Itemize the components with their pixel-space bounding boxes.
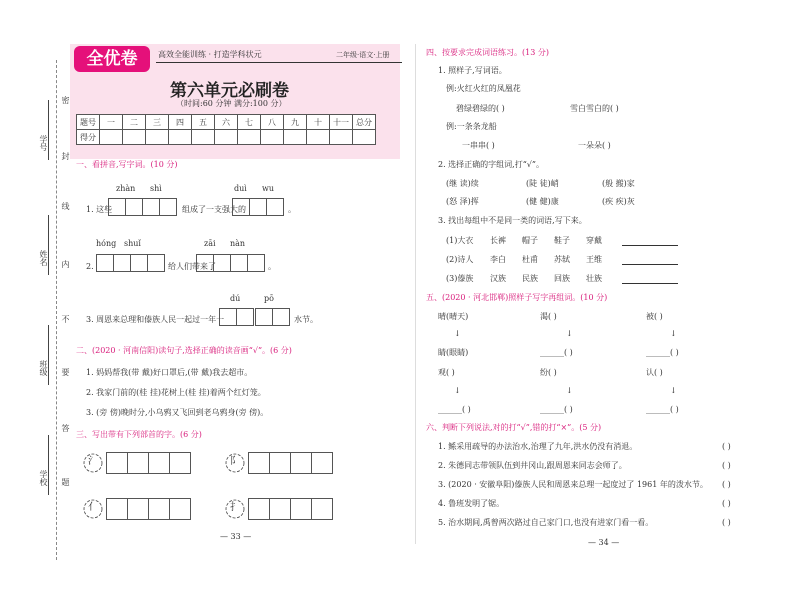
writing-cell[interactable] — [169, 452, 191, 474]
q4-sub2: 2. 选择正确的字组词,打“√”。 — [438, 160, 544, 169]
q4-eg1: 例:火红火红的凤凰花 — [446, 84, 521, 93]
writing-cell[interactable] — [127, 452, 149, 474]
q5-r3-c3[interactable]: 认( ) — [646, 368, 663, 377]
q4-group-2-word: 杜甫 — [522, 255, 538, 264]
q2-title: 二、(2020 · 河南信阳)读句子,选择正确的读音画“√”。(6 分) — [76, 346, 292, 355]
q4-group-1-word: 鞋子 — [554, 236, 570, 245]
q1-l1-pinyin-3: duì — [234, 184, 247, 193]
writing-cell[interactable] — [130, 254, 148, 272]
writing-cell[interactable] — [230, 254, 248, 272]
q1-l1-text-3: 。 — [288, 205, 296, 214]
score-cell[interactable] — [192, 130, 215, 145]
logo-text: 全优卷 — [86, 49, 138, 69]
q4-group-3-word: 壮族 — [586, 274, 602, 283]
q5-r2-c1: 睛(眼睛) — [438, 348, 469, 357]
writing-cell[interactable] — [236, 308, 254, 326]
q4-choice-1-1[interactable]: (继 读)续 — [446, 179, 479, 188]
q4-group-1-word: 长裤 — [490, 236, 506, 245]
q4-item1-1[interactable]: 碧绿碧绿的( ) — [456, 104, 505, 113]
writing-cell[interactable] — [248, 498, 270, 520]
score-header-cell: 七 — [238, 115, 261, 130]
score-row-label: 得分 — [77, 130, 100, 145]
writing-cell[interactable] — [255, 308, 273, 326]
writing-cell[interactable] — [248, 452, 270, 474]
down-arrow-icon: ↓ — [670, 329, 677, 338]
writing-cell[interactable] — [232, 198, 250, 216]
q1-l3-pinyin-2: pō — [264, 294, 274, 303]
score-header-cell: 二 — [123, 115, 146, 130]
center-divider — [415, 44, 416, 544]
q2-line-2[interactable]: 2. 我家门前的(桂 挂)花树上(桂 挂)着两个红灯笼。 — [86, 388, 266, 397]
seal-label-feng: 封 — [61, 152, 70, 160]
field-name: 姓名 — [39, 250, 48, 266]
q4-choice-2-1[interactable]: (怒 泽)挥 — [446, 197, 479, 206]
q5-r4-c1[interactable]: ______( ) — [438, 405, 471, 414]
radical-2: 阝 — [230, 456, 240, 467]
brand-logo — [74, 46, 150, 72]
q4-eg2: 例:一条条龙船 — [446, 122, 497, 131]
score-header-cell: 八 — [261, 115, 284, 130]
field-class: 班级 — [39, 360, 48, 376]
radical-4: 扌 — [230, 502, 240, 513]
q1-l2-pinyin-1: hóng — [96, 239, 117, 248]
writing-cell[interactable] — [96, 254, 114, 272]
q3-title: 三、写出带有下列部首的字。(6 分) — [76, 430, 202, 439]
score-header-cell: 五 — [192, 115, 215, 130]
q1-l1-text-2: 组成了一支强大的 — [182, 205, 246, 214]
writing-cell[interactable] — [249, 198, 267, 216]
score-cell[interactable] — [330, 130, 353, 145]
q6-item-4: 4. 鲁班发明了锯。 — [438, 499, 505, 508]
score-header-cell: 三 — [146, 115, 169, 130]
q4-item2-2[interactable]: 一朵朵( ) — [578, 141, 611, 150]
writing-cell[interactable] — [269, 498, 291, 520]
q5-r3-c1[interactable]: 观( ) — [438, 368, 455, 377]
brand-slogan: 高效全能训练 · 打造学科状元 — [158, 50, 262, 59]
score-cell[interactable] — [238, 130, 261, 145]
writing-cell[interactable] — [269, 452, 291, 474]
radical-1: 氵 — [88, 456, 98, 467]
field-name-line[interactable] — [48, 215, 49, 275]
q4-group-1-word: (1)大衣 — [446, 236, 474, 245]
q1-l3-text-2: 水节。 — [294, 315, 318, 324]
score-header-cell: 九 — [284, 115, 307, 130]
score-table — [76, 114, 376, 145]
q1-l1-text-1: 1. 这些 — [86, 205, 113, 214]
writing-cell[interactable] — [148, 498, 170, 520]
writing-cell[interactable] — [266, 198, 284, 216]
seal-label-ti: 题 — [61, 478, 70, 486]
field-school: 学校 — [39, 470, 48, 486]
writing-cell[interactable] — [159, 198, 177, 216]
q1-l2-pinyin-2: shuǐ — [124, 239, 141, 248]
score-cell[interactable] — [215, 130, 238, 145]
answer-line[interactable] — [622, 283, 678, 284]
seal-line — [56, 60, 57, 560]
q4-group-3-word: (3)傣族 — [446, 274, 474, 283]
q1-l3-pinyin-1: dú — [230, 294, 241, 303]
score-cell[interactable] — [100, 130, 123, 145]
q1-l3-text-1: 3. 周恩来总理和傣族人民一起过一年一 — [86, 315, 225, 324]
writing-cell[interactable] — [127, 498, 149, 520]
q6-answer-1[interactable]: ( ) — [722, 442, 731, 451]
field-student-id-line[interactable] — [48, 100, 49, 160]
field-class-line[interactable] — [48, 325, 49, 385]
score-cell[interactable] — [123, 130, 146, 145]
writing-cell[interactable] — [311, 452, 333, 474]
q4-item2-1[interactable]: 一串串( ) — [462, 141, 495, 150]
q5-r3-c2[interactable]: 纷( ) — [540, 368, 557, 377]
writing-cell[interactable] — [108, 198, 126, 216]
writing-cell[interactable] — [148, 452, 170, 474]
q4-item1-2[interactable]: 雪白雪白的( ) — [570, 104, 619, 113]
writing-cell[interactable] — [290, 452, 312, 474]
field-school-line[interactable] — [48, 435, 49, 495]
score-header-cell: 一 — [100, 115, 123, 130]
score-header-cell: 六 — [215, 115, 238, 130]
q4-group-2-word: (2)诗人 — [446, 255, 474, 264]
writing-cell[interactable] — [247, 254, 265, 272]
q4-choice-1-3[interactable]: (般 搬)家 — [602, 179, 635, 188]
score-cell[interactable] — [261, 130, 284, 145]
seal-label-mi: 密 — [61, 96, 70, 104]
writing-cell[interactable] — [311, 498, 333, 520]
q5-r1-c2[interactable]: 渴( ) — [540, 312, 557, 321]
q4-group-2-word: 李白 — [490, 255, 506, 264]
score-table-score-row — [77, 130, 376, 145]
score-cell[interactable] — [353, 130, 376, 145]
score-header-cell: 总分 — [353, 115, 376, 130]
q1-l1-pinyin-2: shì — [150, 184, 162, 193]
q4-choice-1-2[interactable]: (陡 徒)峭 — [526, 179, 559, 188]
q4-group-3-word: 回族 — [554, 274, 570, 283]
score-header-cell: 十 — [307, 115, 330, 130]
seal-label-xian: 线 — [61, 202, 70, 210]
q4-group-1-word: 穿戴 — [586, 236, 602, 245]
q6-item-1: 1. 鲧采用疏导的办法治水,治理了九年,洪水仍没有消退。 — [438, 442, 638, 451]
writing-cell[interactable] — [219, 308, 237, 326]
q6-item-5: 5. 治水期间,禹曾两次路过自己家门口,也没有进家门看一看。 — [438, 518, 654, 527]
score-cell[interactable] — [169, 130, 192, 145]
writing-cell[interactable] — [272, 308, 290, 326]
writing-cell[interactable] — [196, 254, 214, 272]
q4-group-3-word: 汉族 — [490, 274, 506, 283]
q6-title: 六、判断下列说法,对的打“√”,错的打“×”。(5 分) — [426, 423, 602, 432]
q4-group-2-word: 苏轼 — [554, 255, 570, 264]
q1-l1-pinyin-1: zhàn — [116, 184, 136, 193]
radical-3: 亻 — [88, 502, 98, 513]
field-student-id: 学号 — [39, 135, 48, 151]
answer-line[interactable] — [622, 264, 678, 265]
q6-item-3: 3. (2020 · 安徽阜阳)傣族人民和周恩来总理一起度过了 1961 年的泼水节。 — [438, 480, 708, 489]
writing-cell[interactable] — [113, 254, 131, 272]
down-arrow-icon: ↓ — [454, 329, 461, 338]
seal-label-yao: 要 — [61, 368, 70, 376]
q5-r1-c1: 晴(晴天) — [438, 312, 469, 321]
q4-group-3-word: 民族 — [522, 274, 538, 283]
q4-choice-2-2[interactable]: (健 健)康 — [526, 197, 559, 206]
q5-r2-c3[interactable]: ______( ) — [646, 348, 679, 357]
score-header-cell: 四 — [169, 115, 192, 130]
q4-sub1: 1. 照样子,写词语。 — [438, 66, 507, 75]
down-arrow-icon: ↓ — [566, 329, 573, 338]
seal-label-nei: 内 — [61, 260, 70, 268]
q1-l2-text-1: 2. — [86, 262, 94, 271]
writing-cell[interactable] — [142, 198, 160, 216]
q6-item-2: 2. 朱德同志带领队伍到井冈山,跟周恩来同志会师了。 — [438, 461, 627, 470]
q6-answer-3[interactable]: ( ) — [722, 480, 731, 489]
score-cell[interactable] — [307, 130, 330, 145]
answer-line[interactable] — [622, 245, 678, 246]
q6-answer-4[interactable]: ( ) — [722, 499, 731, 508]
score-header-cell: 题号 — [77, 115, 100, 130]
score-header-cell: 十一 — [330, 115, 353, 130]
q1-title: 一、看拼音,写字词。(10 分) — [76, 160, 178, 169]
q2-line-3[interactable]: 3. (旁 傍)晚时分,小乌鸦又飞回到老乌鸦身(旁 傍)。 — [86, 408, 269, 417]
down-arrow-icon: ↓ — [454, 386, 461, 395]
q4-group-2-word: 王维 — [586, 255, 602, 264]
writing-cell[interactable] — [147, 254, 165, 272]
down-arrow-icon: ↓ — [566, 386, 573, 395]
page-number-left: — 33 — — [220, 532, 252, 541]
grade-subject: 二年级·语文·上册 — [336, 51, 390, 59]
q2-line-1[interactable]: 1. 妈妈帮我(带 戴)好口罩后,(带 戴)我去超市。 — [86, 368, 253, 377]
q5-r4-c3[interactable]: ______( ) — [646, 405, 679, 414]
q5-r2-c2[interactable]: ______( ) — [540, 348, 573, 357]
q4-title: 四、按要求完成词语练习。(13 分) — [426, 48, 549, 57]
q1-l2-pinyin-4: nàn — [230, 239, 246, 248]
page-number-right: — 34 — — [588, 538, 620, 547]
q1-l2-pinyin-3: zāi — [204, 239, 216, 248]
score-cell[interactable] — [146, 130, 169, 145]
q5-r1-c3[interactable]: 被( ) — [646, 312, 663, 321]
seal-label-bu: 不 — [61, 315, 70, 323]
score-cell[interactable] — [284, 130, 307, 145]
seal-label-da: 答 — [61, 424, 70, 432]
q4-sub3: 3. 找出每组中不是同一类的词语,写下来。 — [438, 216, 587, 225]
header-rule — [156, 62, 402, 63]
q5-r4-c2[interactable]: ______( ) — [540, 405, 573, 414]
q4-choice-2-3[interactable]: (疾 疾)灰 — [602, 197, 635, 206]
q1-l1-pinyin-4: wu — [262, 184, 274, 193]
writing-cell[interactable] — [125, 198, 143, 216]
page-subtitle: （时间:60 分钟 满分:100 分） — [176, 99, 287, 108]
page-title: 第六单元必刷卷 — [170, 81, 289, 101]
writing-cell[interactable] — [213, 254, 231, 272]
q6-answer-2[interactable]: ( ) — [722, 461, 731, 470]
writing-cell[interactable] — [106, 452, 128, 474]
q5-title: 五、(2020 · 河北邯郸)照样子写字再组词。(10 分) — [426, 293, 608, 302]
writing-cell[interactable] — [106, 498, 128, 520]
q6-answer-5[interactable]: ( ) — [722, 518, 731, 527]
q1-l2-text-3: 。 — [268, 262, 276, 271]
q1-l2-text-2: 给人们带来了 — [168, 262, 216, 271]
writing-cell[interactable] — [169, 498, 191, 520]
q4-group-1-word: 帽子 — [522, 236, 538, 245]
score-table-header-row — [77, 115, 376, 130]
writing-cell[interactable] — [290, 498, 312, 520]
down-arrow-icon: ↓ — [670, 386, 677, 395]
